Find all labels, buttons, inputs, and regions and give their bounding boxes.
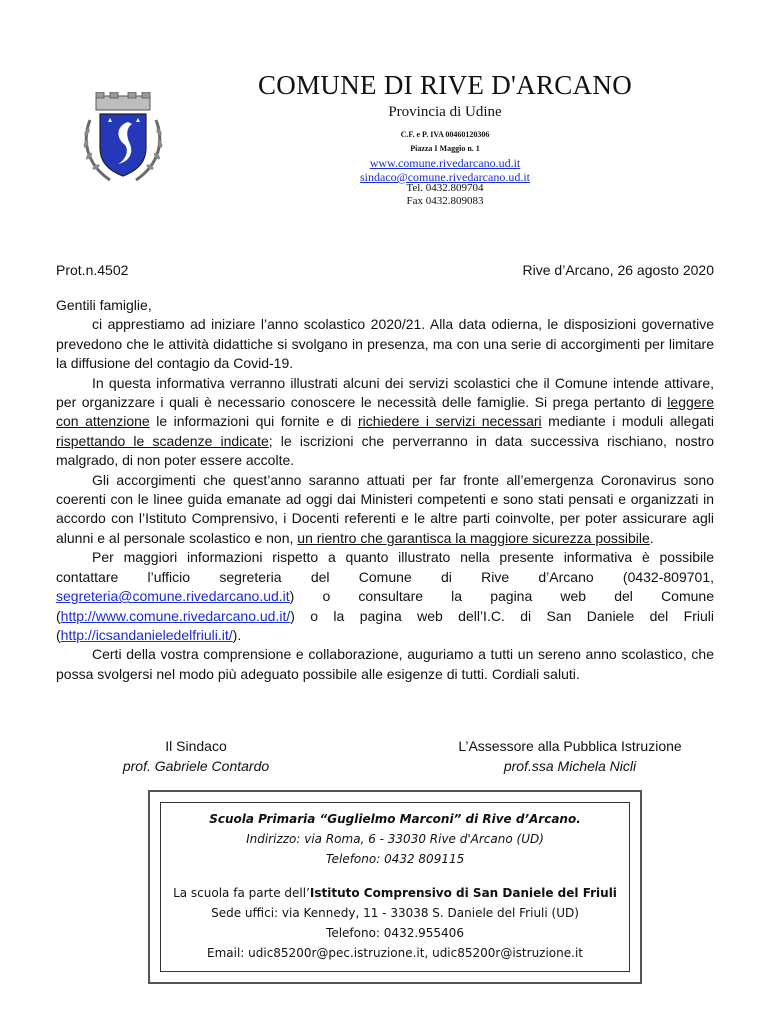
paragraph-2-text: le informazioni qui fornite e di	[149, 413, 358, 430]
signature-assessor	[420, 736, 720, 776]
school-info-frame	[160, 802, 630, 972]
tax-code: C.F. e P. IVA 00460120306	[400, 130, 490, 139]
municipality-title: COMUNE DI RIVE D'ARCANO	[257, 70, 632, 100]
signature-name: prof.ssa Michela Nicli	[503, 758, 637, 774]
email-link[interactable]: sindaco@comune.rivedarcano.ud.it	[360, 170, 530, 184]
paragraph-3-text: Gli accorgimenti che quest’anno saranno attuati per far fronte all’emergenza Coronavirus sono coerenti con le linee guida emanate ad oggi dai Ministeri competenti e sono stati pensati e organizzati in accordo con l’Istituto Comprensivo, i Docenti referenti e le altre parti coinvolte, per poter assicurare agli alunni e al personale scolastico e non,	[56, 471, 714, 546]
emphasis-request-services: richiedere i servizi necessari	[357, 413, 542, 430]
school-address: Indirizzo: via Roma, 6 - 33030 Rive d'Arcano (UD)	[246, 832, 544, 846]
paragraph-2	[56, 374, 714, 471]
signature-mayor	[96, 736, 296, 776]
emphasis-safety: un rientro che garantisca la maggiore sicurezza possibile	[297, 529, 650, 546]
website-link[interactable]: www.comune.rivedarcano.ud.it	[369, 156, 521, 170]
paragraph-3	[56, 471, 714, 549]
institute-line	[161, 883, 629, 903]
signature-role: Il Sindaco	[165, 738, 227, 754]
telephone: Tel. 0432.809704	[406, 182, 484, 194]
paragraph-4-text: ).	[232, 626, 242, 643]
institute-name: Istituto Comprensivo di San Daniele del Friuli	[309, 886, 617, 900]
place-date: Rive d’Arcano, 26 agosto 2020	[522, 262, 714, 278]
municipality-website-link[interactable]: http://www.comune.rivedarcano.ud.it/	[60, 607, 291, 624]
institute-prefix: La scuola fa parte dell’	[173, 886, 310, 900]
school-info-text	[161, 809, 629, 963]
paragraph-4	[56, 548, 714, 645]
paragraph-2-text: In questa informativa verranno illustrati alcuni dei servizi scolastici che il Comune intende attivare, per organizzare i quali è necessario conoscere le necessità delle famiglie. Si prega pertanto di	[56, 374, 714, 411]
signature-name: prof. Gabriele Contardo	[122, 758, 270, 774]
emphasis-read-carefully: leggere con attenzione	[56, 394, 714, 430]
municipal-crest-icon	[80, 92, 166, 184]
municipality-address: Piazza I Maggio n. 1	[410, 144, 480, 153]
protocol-number: Prot.n.4502	[56, 262, 129, 278]
paragraph-4-text: Per maggiori informazioni rispetto a quanto illustrato nella presente informativa è possibile contattare l’ufficio segreteria del Comune di Rive d’Arcano (0432-809701,	[56, 549, 714, 585]
secretary-email-link[interactable]: segreteria@comune.rivedarcano.ud.it	[56, 588, 290, 605]
spacer	[161, 869, 629, 883]
paragraph-1: ci apprestiamo ad iniziare l’anno scolastico 2020/21. Alla data odierna, le disposizioni governative prevedono che le attività didattiche si svolgano in presenza, ma con una serie di accorgimenti per limitare la diffusione del contagio da Covid-19.	[56, 316, 714, 372]
signature-role: L’Assessore alla Pubblica Istruzione	[458, 738, 682, 754]
paragraph-2-text: mediante i moduli allegati	[541, 413, 715, 430]
school-website-link[interactable]: http://icsandanieledelfriuli.it/	[60, 626, 233, 643]
paragraph-5: Certi della vostra comprensione e collaborazione, auguriamo a tutti un sereno anno scolastico, che possa svolgersi nel modo più adeguato possibile alle esigenze di tutti. Cordiali saluti.	[56, 646, 714, 682]
emphasis-deadlines: rispettando le scadenze indicate	[56, 432, 269, 449]
institute-email: Email: udic85200r@pec.istruzione.it, udic85200r@istruzione.it	[206, 946, 583, 960]
institute-offices: Sede uffici: via Kennedy, 11 - 33038 S. Daniele del Friuli (UD)	[211, 906, 579, 920]
school-phone: Telefono: 0432 809115	[325, 852, 465, 866]
paragraph-3-text: .	[649, 529, 654, 546]
fax: Fax 0432.809083	[406, 195, 484, 207]
paragraph-2-text: ; le iscrizioni che perverranno in data successiva rischiano, nostro malgrado, di non poter essere accolte.	[56, 432, 714, 469]
institute-phone: Telefono: 0432.955406	[326, 926, 464, 940]
school-name: Scuola Primaria “Guglielmo Marconi” di Rive d’Arcano.	[209, 812, 581, 826]
paragraph-4-text: ) o la pagina web dell’I.C. di San Daniele del Friuli (	[56, 607, 714, 643]
letter-body	[56, 296, 714, 684]
province-name: Provincia di Udine	[388, 104, 502, 120]
paragraph-4-text: ) o consultare la pagina web del Comune (	[56, 588, 714, 624]
school-info-box	[148, 790, 642, 984]
greeting: Gentili famiglie,	[56, 297, 152, 313]
